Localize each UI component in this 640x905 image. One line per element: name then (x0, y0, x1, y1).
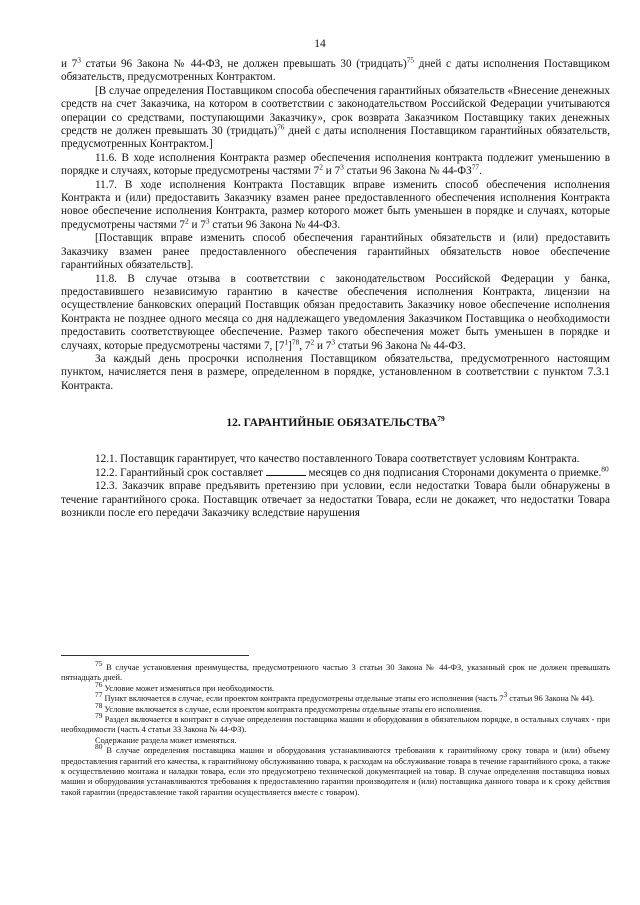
paragraph-penalty: За каждый день просрочки исполнения Поставщиком обязательства, предусмотренного настоящим пунктом, начисляется пеня в размере, определенном в порядке, установленном в соответствии с пунктом 7.3.1 Контракта. (61, 352, 610, 392)
footnote-79-note: Содержание раздела может изменяться. (95, 735, 237, 745)
paragraph-11-6: 11.6. В ходе исполнения Контракта размер обеспечения исполнения контракта подлежит уменьшению в порядке и случаях, которые предусмотрены частями $7^2$ и $7^3$ статьи 96 Закона № 44-ФЗ$^{77}$. (61, 151, 610, 178)
footnote-ref-78[interactable]: 78 (291, 336, 300, 346)
paragraph-supplier-right: [Поставщик вправе изменить способ обеспечения гарантийных обязательств и (или) предоставить Заказчику взамен ранее предоставленного обеспечения гарантийных обязательств новое обеспечение гарантийных обязательств]. (61, 232, 610, 272)
footnotes (61, 659, 610, 798)
footnote-ref-75[interactable]: 75 (406, 55, 415, 65)
warranty-months-blank (266, 466, 306, 476)
paragraph-11-5-cont: и $7^3$ статьи 96 Закона № 44-ФЗ, не должен превышать 30 (тридцать)$^{75}$ дней с даты исполнения Поставщиком обязательств, предусмотренных Контрактом. (61, 55, 610, 84)
paragraph-12-3: 12.3. Заказчик вправе предъявить претензию при условии, если недостатки Товара были обнаружены в течение гарантийного срока. Поставщик отвечает за недостатки Товара, если не докажет, что недостатки Товара возникли после его передачи Заказчику вследствие нарушения (61, 480, 610, 520)
footnote-80: 80 В случае определения поставщика машин и оборудования устанавливаются требования к гарантийному сроку товара и (или) объему предоставления гарантий его качества, к гарантийному обслуживанию товара, к расходам на обслуживание товара в течение гарантийного срока, а также к осуществлению монтажа и наладки товара, если это предусмотрено технической документацией на товар. В случае определения поставщика новых машин и оборудования устанавливаются требования к предоставлению гарантии производителя и (или) поставщика данного товара и к сроку действия такой гарантии (предоставление такой гарантии осуществляется вместе с товаром). (61, 742, 610, 797)
paragraph-guarantee-deposit: [В случае определения Поставщиком способа обеспечения гарантийных обязательств «Внесение денежных средств на счет Заказчика, на котором в соответствии с законодательством Российской Федерации учитываются операции со средствами, поступающими Заказчику», срок возврата Заказчиком Поставщику таких денежных средств не должен превышать 30 (тридцать)$^{76}$ дней с даты исполнения Поставщиком гарантийных обязательств, предусмотренных Контрактом.] (61, 84, 610, 151)
footnote-75: 75 В случае установления преимущества, предусмотренного частью 3 статьи 30 Закона № 44-ФЗ, указанный срок не должен превышать пятнадцать дней. (61, 659, 610, 683)
paragraph-12-1: 12.1. Поставщик гарантирует, что качество поставленного Товара соответствует условиям Контракта. (95, 452, 580, 465)
footnote-79: 79 Раздел включается в контракт в случае определения поставщика машин и оборудования в обязательном порядке, в остальных случаях - при необходимости (часть 4 статьи 33 Закона № 44-ФЗ). (61, 711, 610, 735)
page-number: 14 (314, 38, 326, 50)
paragraph-11-8: 11.8. В случае отзыва в соответствии с законодательством Российской Федерации у банка, предоставившего независимую гарантию в качестве обеспечения исполнения Контракта, лицензии на осуществление банковских операций Поставщик обязан предоставить Заказчику новое обеспечение исполнения Контракта не позднее одного месяца со дня надлежащего уведомления Заказчиком Поставщика о необходимости предоставить соответствующее обеспечение. Размер такого обеспечения может быть уменьшен в порядке и случаях, которые предусмотрены частями 7, $[7^1]^{78}$, $7^2$ и $7^3$ статьи 96 Закона № 44-ФЗ. (61, 272, 610, 352)
footnote-ref-77[interactable]: 77 (471, 162, 480, 172)
document-body (61, 55, 610, 521)
footnote-76: 76 Условие может изменяться при необходимости. (95, 680, 275, 693)
footnote-77: 77 Пункт включается в случае, если проектом контракта предусмотрены отдельные этапы его исполнения (часть 73 статьи 96 Закона № 44). (95, 690, 595, 704)
footnote-separator (61, 655, 249, 656)
paragraph-11-7: 11.7. В ходе исполнения Контракта Поставщик вправе изменить способ обеспечения исполнения Контракта и (или) предоставить Заказчику взамен ранее предоставленного обеспечения исполнения Контракта новое обеспечение исполнения Контракта, размер которого может быть уменьшен в порядке и случаях, которые предусмотрены частями $7^2$ и $7^3$ статьи 96 Закона № 44-ФЗ. (61, 178, 610, 231)
footnote-ref-80[interactable]: 80 (601, 464, 609, 474)
footnote-ref-79[interactable]: 79 (437, 414, 445, 424)
footnote-ref-76[interactable]: 76 (277, 122, 285, 132)
footnote-78: 78 Условие включается в случае, если проектом контракта предусмотрены отдельные этапы его исполнения. (95, 700, 483, 714)
section-heading: 12. ГАРАНТИЙНЫЕ ОБЯЗАТЕЛЬСТВА$^{79}$ (226, 414, 445, 430)
paragraph-12-2: 12.2. Гарантийный срок составляет месяцев со дня подписания Сторонами документа о приемке.$^{80}$ (95, 464, 609, 479)
